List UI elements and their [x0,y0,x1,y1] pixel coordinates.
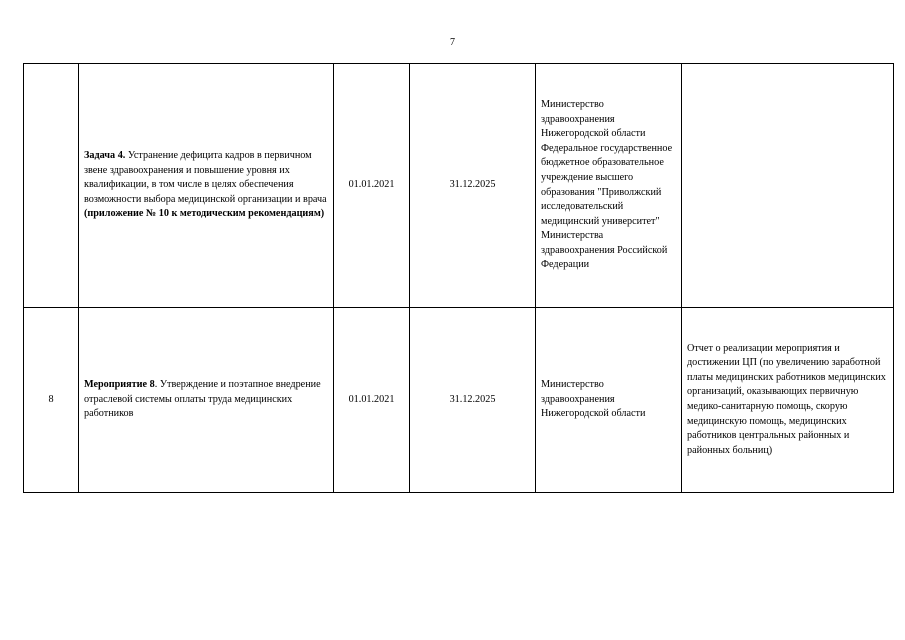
row-title-bold: Задача 4. [84,150,126,162]
page-number: 7 [450,37,455,48]
result [682,64,894,308]
row-title [79,64,334,308]
row-title-bold: Мероприятие 8 [84,379,155,391]
result: Отчет о реализации мероприятия и достижении ЦП (по увеличению заработной платы медицинских работников медицинских организаций, оказывающих первичную медико-санитарную помощь, скорую медицинскую помощь, медицинских работников центральных районных и районных больниц) [682,308,894,493]
row-number: 8 [24,308,79,493]
table-row [24,308,894,493]
row-title-text: . Утверждение и поэтапное внедрение отраслевой системы оплаты труда медицинских работников [84,379,321,420]
end-date: 31.12.2025 [410,64,536,308]
executor: Министерство здравоохранения Нижегородской области Федеральное государственное бюджетное образовательное учреждение высшего образования "Приволжский исследовательский медицинский университет" Министерства здравоохранения Российской Федерации [536,64,682,308]
table-row [24,64,894,308]
row-title-text: Устранение дефицита кадров в первичном звене здравоохранения и повышение уровня их квалификации, в том числе в целях обеспечения возможности выбора медицинской организации и врача [84,150,327,205]
executor: Министерство здравоохранения Нижегородской области [536,308,682,493]
row-number [24,64,79,308]
row-title-bold-tail: (приложение № 10 к методическим рекомендациям) [84,208,325,220]
start-date: 01.01.2021 [334,308,410,493]
plan-table [23,63,894,493]
end-date: 31.12.2025 [410,308,536,493]
start-date: 01.01.2021 [334,64,410,308]
row-title [79,308,334,493]
